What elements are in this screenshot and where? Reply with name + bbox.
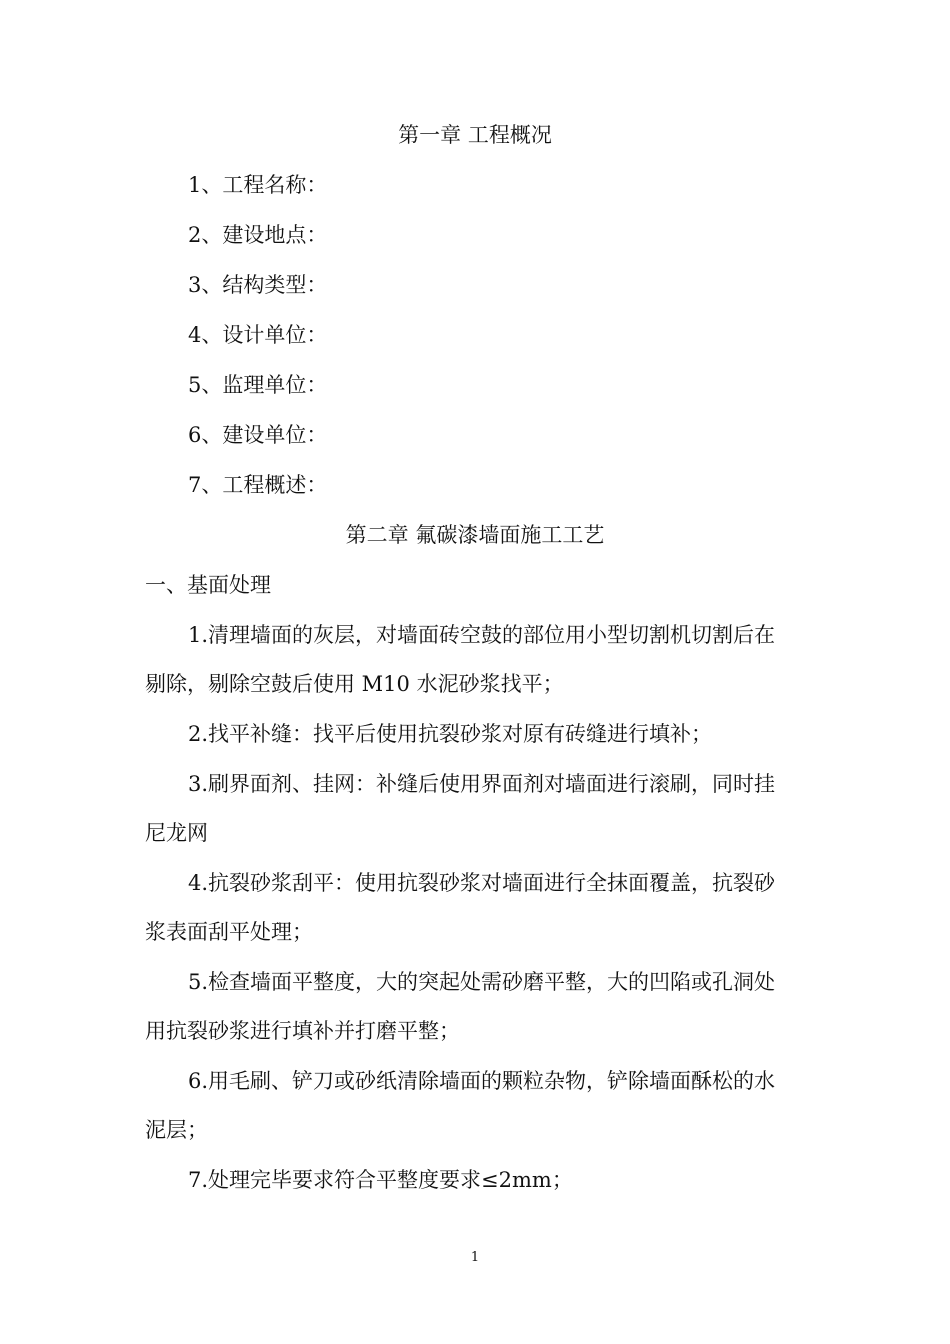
step-7-line-1: 7.处理完毕要求符合平整度要求≤2mm；	[188, 1168, 573, 1192]
step-1-line-2: 剔除，剔除空鼓后使用 M10 水泥砂浆找平；	[145, 672, 564, 696]
step-4-line-2: 浆表面刮平处理；	[145, 920, 313, 944]
chapter-2-title: 第二章 氟碳漆墙面施工工艺	[345, 523, 605, 547]
project-overview-item: 7、工程概述：	[188, 473, 328, 497]
chapter-1-title: 第一章 工程概况	[398, 123, 552, 147]
construction-unit-item: 6、建设单位：	[188, 423, 328, 447]
project-name-item: 1、工程名称：	[188, 173, 328, 197]
step-4-line-1: 4.抗裂砂浆刮平：使用抗裂砂浆对墙面进行全抹面覆盖，抗裂砂	[188, 871, 776, 895]
step-6-line-2: 泥层；	[145, 1118, 208, 1142]
structure-type-item: 3、结构类型：	[188, 273, 328, 297]
step-2-line-1: 2.找平补缝：找平后使用抗裂砂浆对原有砖缝进行填补；	[188, 722, 713, 746]
design-unit-item: 4、设计单位：	[188, 323, 328, 347]
step-3-line-2: 尼龙网	[145, 821, 208, 845]
supervision-unit-item: 5、监理单位：	[188, 373, 328, 397]
base-treatment-heading: 一、基面处理	[145, 573, 271, 597]
construction-site-item: 2、建设地点：	[188, 223, 328, 247]
step-5-line-2: 用抗裂砂浆进行填补并打磨平整；	[145, 1019, 460, 1043]
step-3-line-1: 3.刷界面剂、挂网：补缝后使用界面剂对墙面进行滚刷，同时挂	[188, 772, 776, 796]
page-number: 1	[470, 1250, 480, 1265]
step-5-line-1: 5.检查墙面平整度，大的突起处需砂磨平整，大的凹陷或孔洞处	[188, 970, 776, 994]
step-1-line-1: 1.清理墙面的灰层，对墙面砖空鼓的部位用小型切割机切割后在	[188, 623, 776, 647]
step-6-line-1: 6.用毛刷、铲刀或砂纸清除墙面的颗粒杂物，铲除墙面酥松的水	[188, 1069, 776, 1093]
